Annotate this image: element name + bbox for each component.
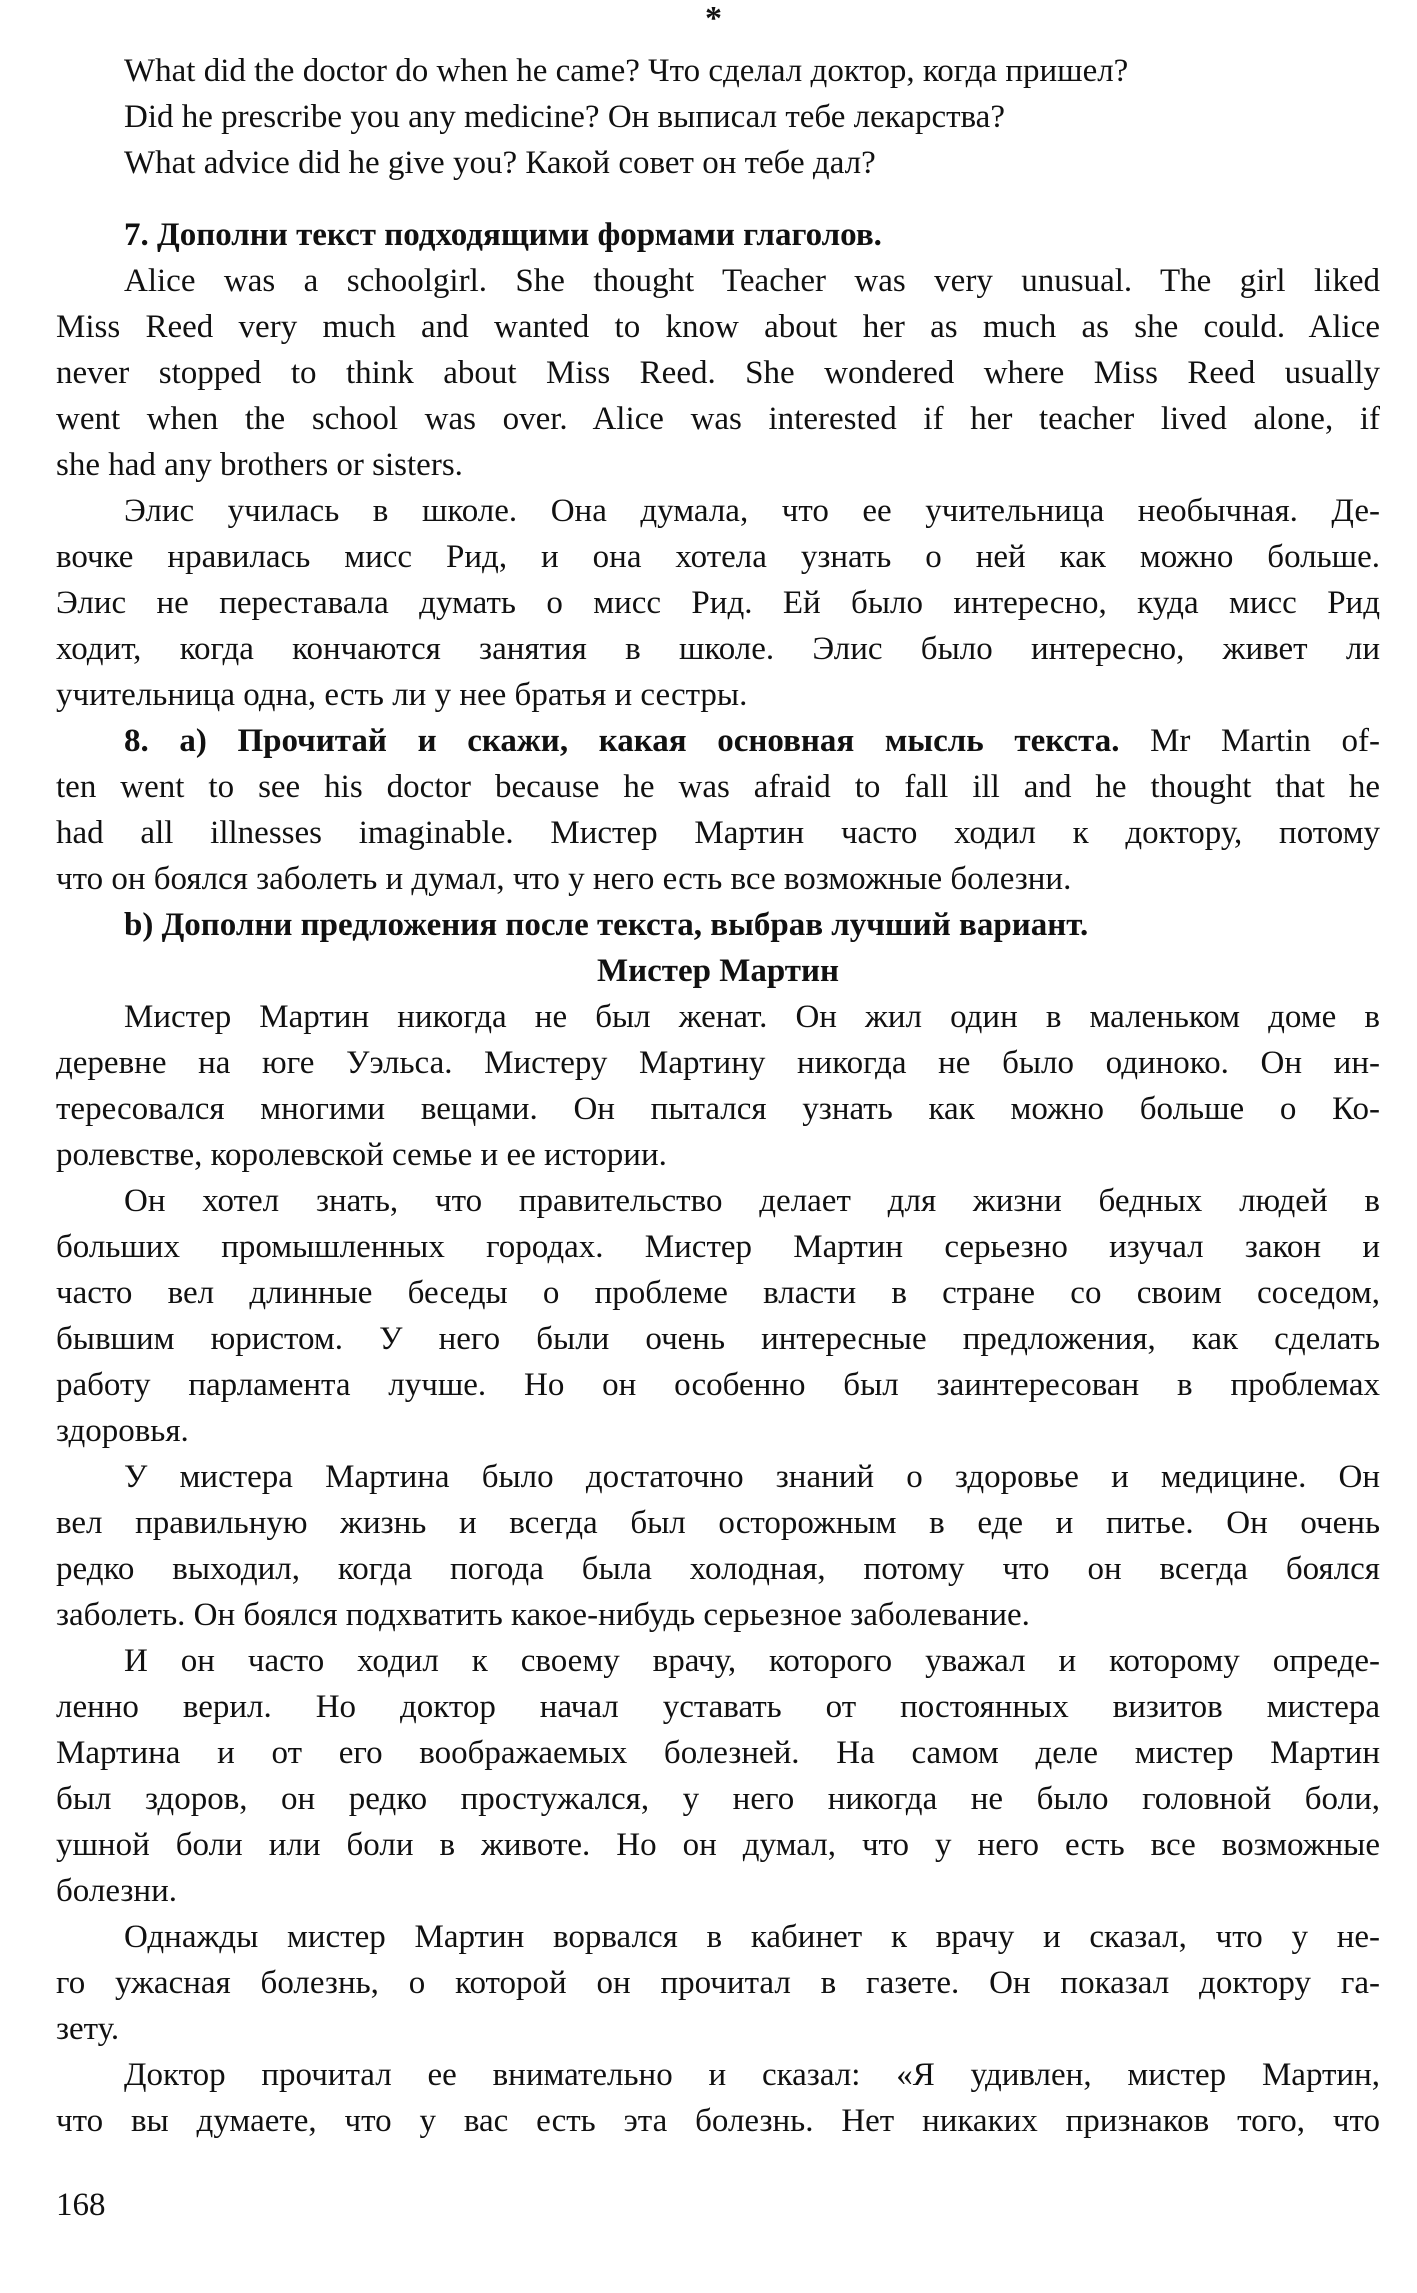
paragraph [56,1178,1380,1454]
text-line: У мистера Мартина было достаточно знаний о здоровье и медицине. Он [124,1459,1380,1495]
text-line: учительница одна, есть ли у нее братья и сестры. [56,677,748,713]
text-line: Miss Reed very much and wanted to know about her as much as she could. Alice [56,309,1380,345]
text-line: ленно верил. Но доктор начал уставать от постоянных визитов мистера [56,1689,1380,1725]
top-asterisk-mark: * [705,0,722,37]
story-title [56,948,1380,994]
paragraph [56,1638,1380,1914]
text-line: ten went to see his doctor because he was afraid to fall ill and he thought that he [56,769,1380,805]
text-line: ходит, когда кончаются занятия в школе. Элис было интересно, живет ли [56,631,1380,667]
text-line: she had any brothers or sisters. [56,447,463,483]
text-line: го ужасная болезнь, о которой он прочитал в газете. Он показал доктору га- [56,1965,1380,2001]
section-gap [56,186,1380,212]
text-line: редко выходил, когда погода была холодная, потому что он всегда боялся [56,1551,1380,1587]
text-line: Однажды мистер Мартин ворвался в кабинет к врачу и сказал, что у не- [124,1919,1380,1955]
paragraph [56,258,1380,488]
question-list [56,48,1380,186]
text-line: работу парламента лучше. Но он особенно был заинтересован в проблемах [56,1367,1380,1403]
paragraph [56,1914,1380,2052]
text-line: What did the doctor do when he came? Что сделал доктор, когда пришел? [124,53,1129,89]
text-line: больших промышленных городах. Мистер Мартин серьезно изучал закон и [56,1229,1380,1265]
page-body-text [56,48,1380,2144]
text-line [56,718,1380,764]
paragraph [56,994,1380,1178]
text-run: Mr Martin of- [1119,723,1380,759]
text-line: 7. Дополни текст подходящими формами глаголов. [124,217,882,253]
text-line: Элис не переставала думать о мисс Рид. Ей было интересно, куда мисс Рид [56,585,1380,621]
text-line: Мистер Мартин никогда не был женат. Он жил один в маленьком доме в [124,999,1380,1035]
paragraph [56,1454,1380,1638]
text-line: болезни. [56,1873,177,1909]
text-line: Did he prescribe you any medicine? Он выписал тебе лекарства? [124,99,1005,135]
text-line: зету. [56,2011,120,2047]
text-line: ушной боли или боли в животе. Но он думал, что у него есть все возможные [56,1827,1380,1863]
text-line: Доктор прочитал ее внимательно и сказал: «Я удивлен, мистер Мартин, [124,2057,1380,2093]
text-line: тересовался многими вещами. Он пытался узнать как можно больше о Ко- [56,1091,1380,1127]
text-line: здоровья. [56,1413,189,1449]
text-line: What advice did he give you? Какой совет он тебе дал? [124,145,876,181]
text-line: ролевстве, королевской семье и ее истории. [56,1137,667,1173]
text-line: бывшим юристом. У него были очень интересные предложения, как сделать [56,1321,1380,1357]
text-line: вочке нравилась мисс Рид, и она хотела узнать о ней как можно больше. [56,539,1380,575]
text-line: вел правильную жизнь и всегда был осторожным в еде и питье. Он очень [56,1505,1380,1541]
text-line: деревне на юге Уэльса. Мистеру Мартину никогда не было одиноко. Он ин- [56,1045,1380,1081]
text-line: был здоров, он редко простужался, у него никогда не было головной боли, [56,1781,1380,1817]
page-number: 168 [56,2187,106,2223]
text-line: b) Дополни предложения после текста, выбрав лучший вариант. [124,907,1089,943]
text-line: что вы думаете, что у вас есть эта болезнь. Нет никаких признаков того, что [56,2103,1380,2139]
paragraph [56,488,1380,718]
exercise-label: 8. а) Прочитай и скажи, какая основная мысль текста. [124,723,1120,759]
text-line: never stopped to think about Miss Reed. She wondered where Miss Reed usually [56,355,1380,391]
text-line: Мистер Мартин [596,953,840,989]
text-line: had all illnesses imaginable. Мистер Мартин часто ходил к доктору, потому [56,815,1380,851]
text-line: часто вел длинные беседы о проблеме власти в стране со своим соседом, [56,1275,1380,1311]
text-line: went when the school was over. Alice was interested if her teacher lived alone, if [56,401,1380,437]
text-line: И он часто ходил к своему врачу, которого уважал и которому опреде- [124,1643,1380,1679]
paragraph [56,2052,1380,2144]
exercise-heading [56,212,1380,258]
text-line: Он хотел знать, что правительство делает для жизни бедных людей в [124,1183,1380,1219]
paragraph [56,718,1380,902]
text-line: что он боялся заболеть и думал, что у него есть все возможные болезни. [56,861,1072,897]
text-line: Alice was a schoolgirl. She thought Teacher was very unusual. The girl liked [124,263,1380,299]
text-line: Мартина и от его воображаемых болезней. На самом деле мистер Мартин [56,1735,1380,1771]
text-line: заболеть. Он боялся подхватить какое-нибудь серьезное заболевание. [56,1597,1030,1633]
text-line: Элис училась в школе. Она думала, что ее учительница необычная. Де- [124,493,1380,529]
exercise-heading [56,902,1380,948]
